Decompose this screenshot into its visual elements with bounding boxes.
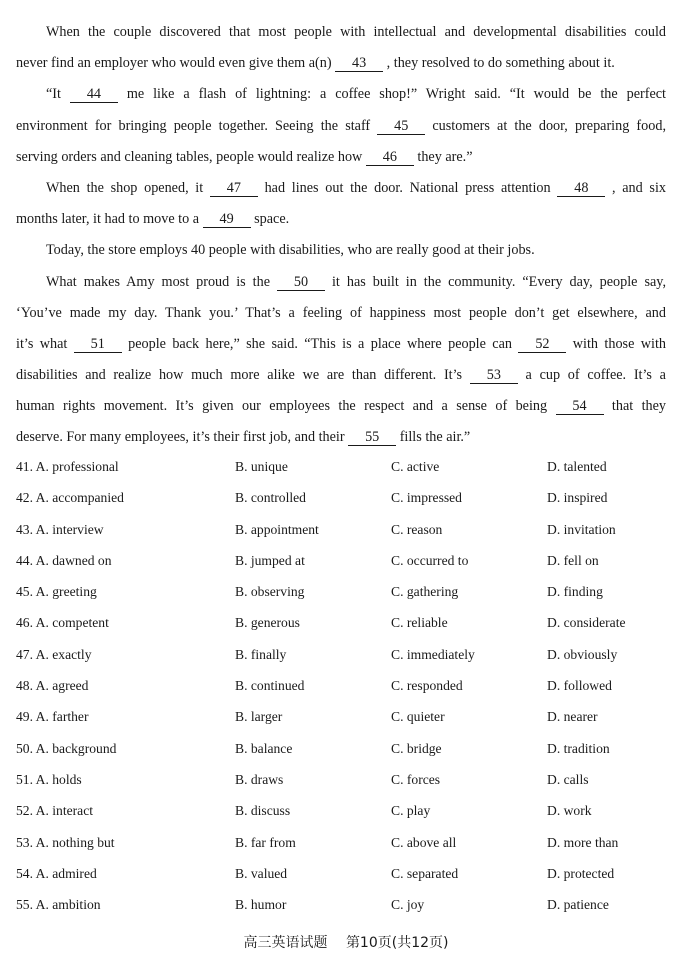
option-a: 47. A. exactly <box>16 646 92 662</box>
option-a: 53. A. nothing but <box>16 834 115 850</box>
option-c: C. occurred to <box>391 552 469 568</box>
option-c: C. immediately <box>391 646 475 662</box>
option-d: D. talented <box>547 459 607 474</box>
option-a: 50. A. background <box>16 740 117 756</box>
option-d: D. fell on <box>547 552 599 568</box>
passage-text: disabilities and realize how much more alike we are than different. It’s <box>16 367 470 384</box>
question-row <box>16 514 676 545</box>
page-footer <box>0 932 692 952</box>
passage-line <box>16 173 666 204</box>
blank-43: 43 <box>335 56 383 72</box>
blank-50: 50 <box>277 275 325 291</box>
passage-text: human rights movement. It’s given our employees the respect and a sense of being <box>16 398 556 415</box>
option-c: C. above all <box>391 834 457 850</box>
passage-text: fills the air.” <box>396 429 471 446</box>
passage-line <box>16 422 666 453</box>
passage-text: serving orders and cleaning tables, people would realize how <box>16 148 366 165</box>
option-b: B. discuss <box>235 803 291 819</box>
question-row <box>16 764 676 795</box>
blank-44: 44 <box>70 87 118 103</box>
question-row <box>16 607 676 638</box>
passage-text: When the couple discovered that most people with intellectual and developmental disabilities could <box>46 24 666 40</box>
passage-text: people back here,” she said. “This is a place where people can <box>121 335 519 352</box>
passage-text: with those with <box>566 335 666 352</box>
passage-line <box>16 142 666 173</box>
passage-text: When the shop opened, it <box>46 179 210 196</box>
question-row <box>16 670 676 701</box>
option-c: C. reason <box>391 521 443 537</box>
option-d: D. more than <box>547 834 619 850</box>
option-b: B. continued <box>235 678 305 694</box>
passage-line <box>16 298 666 329</box>
cloze-passage <box>16 17 666 454</box>
option-a: 51. A. holds <box>16 771 82 787</box>
question-row <box>16 545 676 576</box>
passage-text: that they <box>603 398 667 415</box>
option-a: 42. A. accompanied <box>16 490 124 506</box>
blank-47: 47 <box>210 181 258 197</box>
option-c: C. forces <box>391 771 441 787</box>
option-a: 46. A. competent <box>16 615 109 631</box>
blank-48: 48 <box>557 181 605 197</box>
passage-text: me like a flash of lightning: a coffee shop!” Wright said. “It would be the perfect <box>117 86 666 103</box>
option-c: C. bridge <box>391 740 442 756</box>
option-b: B. appointment <box>235 521 319 537</box>
footer-page-number: 第10页(共12页) <box>345 935 449 951</box>
option-b: B. generous <box>235 615 300 631</box>
option-d: D. invitation <box>547 521 616 537</box>
blank-55: 55 <box>348 430 396 446</box>
passage-text: , and six <box>605 179 666 196</box>
option-b: B. balance <box>235 740 293 756</box>
option-d: D. nearer <box>547 709 598 725</box>
option-b: B. observing <box>235 584 305 600</box>
option-b: B. draws <box>235 771 284 787</box>
passage-text: it has built in the community. “Every day, people say, <box>325 273 666 290</box>
answer-options <box>16 451 676 920</box>
option-b: B. finally <box>235 646 287 662</box>
passage-text: Today, the store employs 40 people with disabilities, who are really good at their jobs. <box>46 242 535 259</box>
passage-text: deserve. For many employees, it’s their first job, and their <box>16 429 349 446</box>
option-a: 48. A. agreed <box>16 678 89 694</box>
blank-52: 52 <box>518 337 566 353</box>
option-d: D. calls <box>547 771 589 787</box>
passage-line <box>16 204 666 235</box>
option-c: C. impressed <box>391 490 462 506</box>
blank-54: 54 <box>556 399 604 415</box>
option-c: C. play <box>391 803 431 819</box>
question-row <box>16 639 676 670</box>
option-c: C. active <box>391 459 440 474</box>
question-row <box>16 795 676 826</box>
question-row <box>16 733 676 764</box>
blank-49: 49 <box>203 212 251 228</box>
option-d: D. work <box>547 803 592 819</box>
blank-51: 51 <box>74 337 122 353</box>
passage-line <box>16 235 666 266</box>
option-d: D. inspired <box>547 490 608 506</box>
question-row <box>16 858 676 889</box>
passage-line <box>16 391 666 422</box>
option-d: D. considerate <box>547 615 626 631</box>
option-d: D. finding <box>547 584 603 600</box>
question-row <box>16 827 676 858</box>
option-d: D. followed <box>547 678 612 694</box>
question-row <box>16 889 676 920</box>
option-c: C. responded <box>391 678 463 694</box>
passage-text: space. <box>250 211 290 228</box>
option-b: B. valued <box>235 865 288 881</box>
option-a: 43. A. interview <box>16 521 104 537</box>
passage-text: it’s what <box>16 335 74 352</box>
option-a: 52. A. interact <box>16 803 94 819</box>
question-row <box>16 576 676 607</box>
option-a: 54. A. admired <box>16 865 97 881</box>
passage-text: months later, it had to move to a <box>16 211 203 228</box>
option-a: 55. A. ambition <box>16 897 101 913</box>
option-a: 45. A. greeting <box>16 584 97 600</box>
passage-text: ‘You’ve made my day. Thank you.’ That’s a feeling of happiness most people don’t get elsewhere, and <box>16 304 666 321</box>
passage-text: they are.” <box>413 148 473 165</box>
option-c: C. joy <box>391 897 425 913</box>
passage-line <box>16 111 666 142</box>
passage-line <box>16 17 666 48</box>
option-b: B. larger <box>235 709 283 725</box>
option-b: B. controlled <box>235 490 306 506</box>
footer-subject: 高三英语试题 <box>243 935 328 951</box>
option-c: C. reliable <box>391 615 448 631</box>
blank-53: 53 <box>470 368 518 384</box>
option-a: 44. A. dawned on <box>16 552 112 568</box>
option-d: D. patience <box>547 897 609 913</box>
question-row <box>16 482 676 513</box>
option-b: B. unique <box>235 459 288 474</box>
blank-45: 45 <box>377 119 425 135</box>
option-c: C. gathering <box>391 584 459 600</box>
option-b: B. jumped at <box>235 552 305 568</box>
passage-text: “It <box>46 86 70 103</box>
option-d: D. tradition <box>547 740 610 756</box>
option-a: 41. A. professional <box>16 459 119 474</box>
passage-text: a cup of coffee. It’s a <box>517 367 666 384</box>
passage-text: , they resolved to do something about it. <box>383 55 615 72</box>
passage-line <box>16 267 666 298</box>
option-c: C. quieter <box>391 709 445 725</box>
passage-line <box>16 329 666 360</box>
question-row <box>16 701 676 732</box>
option-b: B. far from <box>235 834 296 850</box>
passage-text: customers at the door, preparing food, <box>425 117 666 134</box>
passage-line <box>16 79 666 110</box>
option-b: B. humor <box>235 897 287 913</box>
option-c: C. separated <box>391 865 459 881</box>
passage-line <box>16 360 666 391</box>
option-d: D. protected <box>547 865 615 881</box>
passage-line <box>16 48 666 79</box>
passage-text: never find an employer who would even give them a(n) <box>16 55 336 72</box>
question-row <box>16 451 676 482</box>
option-a: 49. A. farther <box>16 709 89 725</box>
option-d: D. obviously <box>547 646 618 662</box>
passage-text: What makes Amy most proud is the <box>46 273 277 290</box>
blank-46: 46 <box>366 150 414 166</box>
passage-text: environment for bringing people together. Seeing the staff <box>16 117 378 134</box>
passage-text: had lines out the door. National press attention <box>257 179 558 196</box>
